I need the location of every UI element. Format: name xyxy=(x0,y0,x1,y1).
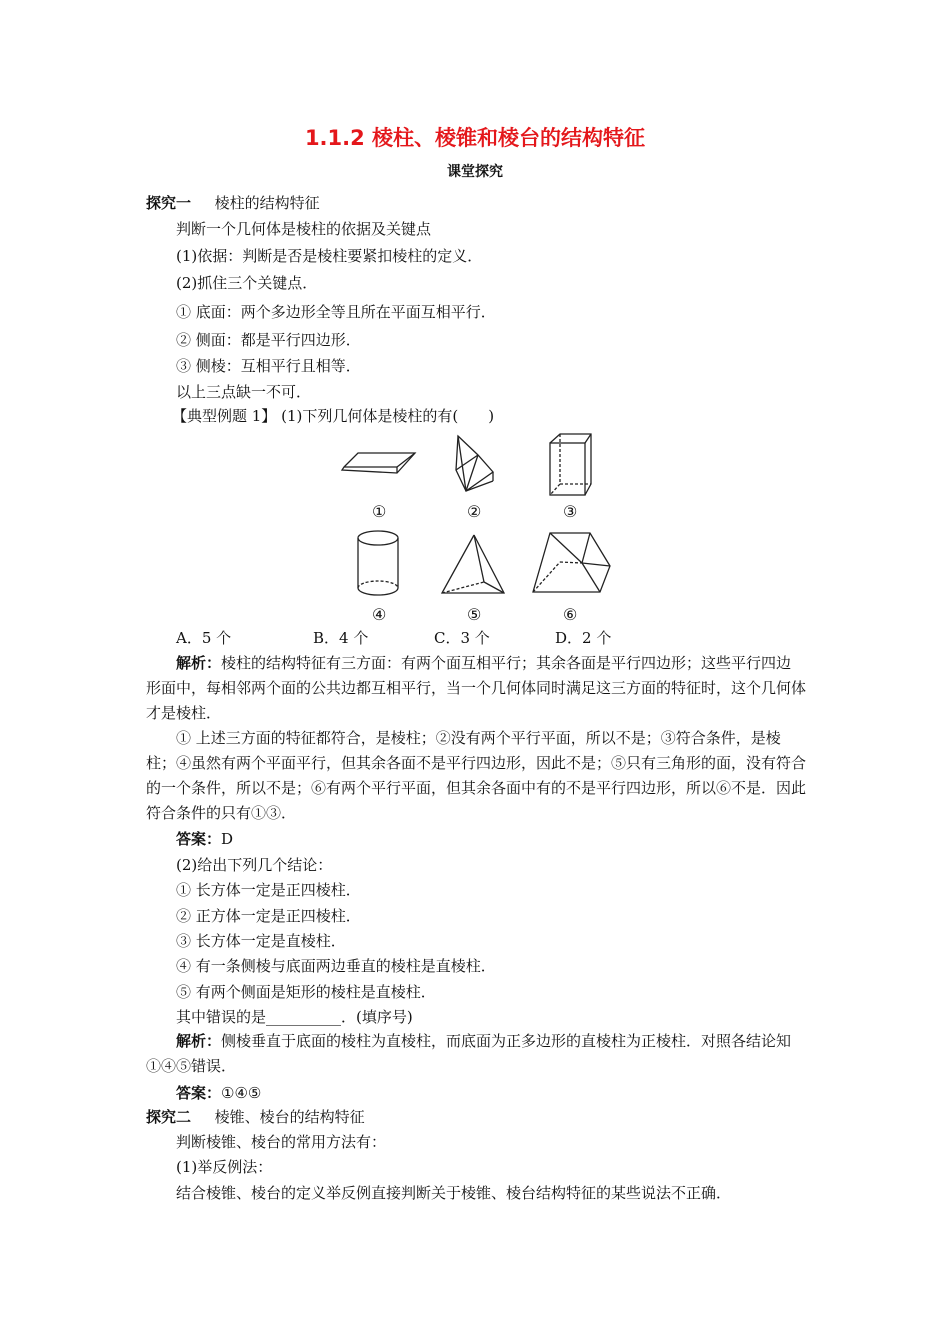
paragraph: (1)举反例法： xyxy=(176,1158,273,1176)
figure-label: ② xyxy=(467,502,482,521)
option-d: D．2 个 xyxy=(555,629,612,647)
pyramid-icon xyxy=(438,532,510,598)
section-heading-2 xyxy=(146,1107,365,1127)
section-title: 棱柱的结构特征 xyxy=(214,194,320,212)
answer-value: ①④⑤ xyxy=(221,1084,262,1102)
analysis-paragraph xyxy=(146,726,806,826)
paragraph: 判断棱锥、棱台的常用方法有： xyxy=(176,1133,387,1151)
section-label: 探究二 xyxy=(146,1108,192,1126)
list-item: ⑤ 有两个侧面是矩形的棱柱是直棱柱． xyxy=(176,983,436,1001)
example-question xyxy=(172,406,494,426)
analysis-label: 解析： xyxy=(176,1032,222,1050)
paragraph: 以上三点缺一不可． xyxy=(176,383,312,401)
page-title: 1.1.2 棱柱、棱锥和棱台的结构特征 xyxy=(304,126,646,150)
answer-value: D xyxy=(221,830,234,848)
list-item: ① 底面：两个多边形全等且所在平面互相平行． xyxy=(176,303,496,321)
oblique-prism-icon xyxy=(338,440,422,480)
answer-label: 答案： xyxy=(176,1084,222,1102)
list-item: ④ 有一条侧棱与底面两边垂直的棱柱是直棱柱． xyxy=(176,957,496,975)
analysis-text: ① 上述三方面的特征都符合，是棱柱；②没有两个平行平面，所以不是；③符合条件，是棱柱；④虽然有两个平面平行，但其余各面不是平行四边形，因此不是；⑤只有三角形的面，没有符合的一个条件，所以不是；⑥有两个平行平面，但其余各面中有的不是平行四边形，所以⑥不是．因此符合条件的只有①③． xyxy=(146,729,807,822)
figure-label: ③ xyxy=(563,502,578,521)
section-title: 棱锥、棱台的结构特征 xyxy=(214,1108,365,1126)
option-c: C．3 个 xyxy=(434,629,490,647)
analysis-text: 棱柱的结构特征有三方面：有两个面互相平行；其余各面是平行四边形；这些平行四边形面中，每相邻两个面的公共边都互相平行，当一个几何体同时满足这三方面的特征时，这个几何体才是棱柱． xyxy=(146,654,807,722)
example-question-text: (1)下列几何体是棱柱的有( ) xyxy=(281,407,495,425)
option-b: B．4 个 xyxy=(313,629,369,647)
analysis-label: 解析： xyxy=(176,654,222,672)
analysis-paragraph xyxy=(146,1029,806,1079)
figure-label: ⑤ xyxy=(467,605,482,624)
list-item: ③ 侧棱：互相平行且相等． xyxy=(176,357,361,375)
paragraph: 结合棱锥、棱台的定义举反例直接判断关于棱锥、棱台结构特征的某些说法不正确． xyxy=(176,1184,732,1202)
example-label: 【典型例题 1】 xyxy=(172,407,277,425)
figure-label: ④ xyxy=(372,605,387,624)
list-item: ③ 长方体一定是直棱柱． xyxy=(176,932,346,950)
option-a: A．5 个 xyxy=(176,629,232,647)
page-subtitle: 课堂探究 xyxy=(447,164,503,180)
figure-label: ① xyxy=(372,502,387,521)
list-item: ② 侧面：都是平行四边形． xyxy=(176,331,361,349)
paragraph: (1)依据：判断是否是棱柱要紧扣棱柱的定义． xyxy=(176,247,483,265)
answer xyxy=(176,1083,261,1103)
truncated-solid-icon xyxy=(530,530,614,598)
rectangular-box-icon xyxy=(545,432,595,498)
paragraph: (2)抓住三个关键点． xyxy=(176,274,318,292)
section-label: 探究一 xyxy=(146,194,192,212)
answer xyxy=(176,829,233,849)
pentahedron-icon xyxy=(450,433,500,495)
question-prompt: 其中错误的是__________．(填序号) xyxy=(176,1008,413,1026)
analysis-paragraph xyxy=(146,651,806,726)
section-heading-1 xyxy=(146,193,320,213)
answer-label: 答案： xyxy=(176,830,222,848)
cylinder-icon xyxy=(354,529,404,599)
analysis-text: 侧棱垂直于底面的棱柱为直棱柱，而底面为正多边形的直棱柱为正棱柱．对照各结论知①④⑤错误． xyxy=(146,1032,792,1075)
paragraph: 判断一个几何体是棱柱的依据及关键点 xyxy=(176,220,432,238)
figure-label: ⑥ xyxy=(563,605,578,624)
question: (2)给出下列几个结论： xyxy=(176,856,333,874)
list-item: ② 正方体一定是正四棱柱． xyxy=(176,907,361,925)
list-item: ① 长方体一定是正四棱柱． xyxy=(176,881,361,899)
